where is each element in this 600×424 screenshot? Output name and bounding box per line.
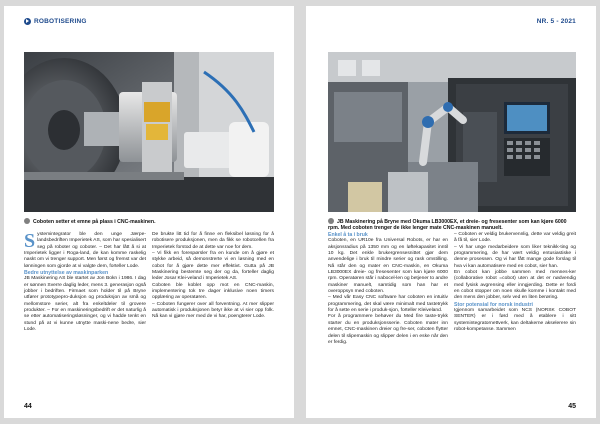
caption-bullet-icon <box>24 218 30 224</box>
paragraph: – Vi fikk en forespørsler fra en kunde om å gjøre et stykke arbeid, så demonstrerte vi en løsning med en cobot for å gjøre dette mer effektivt. Gutta på JB Maskinering bestemte seg der og da, forteller daglig leder Josar Klei-veland i Imperietek AS. <box>152 251 274 282</box>
paragraph: For å programmere behøver du Med fire taste-trykk starter du en produksjonsserie. Coboten mater inn emnet, CNC-maskinen dreier og fre-ser, coboten flytter delen til slipemaskin og slipper delen i en eske når den er ferdig. <box>328 314 448 345</box>
issue-header: NR. 5 - 2021 <box>536 17 576 25</box>
section-header <box>24 16 87 26</box>
right-page <box>306 6 596 418</box>
section-title: ROBOTISERING <box>34 17 87 25</box>
paragraph: ystemintegrator ble den unge Jærpe-landsbedriften Imperietek AS, som har spesialisert seg på roboter og coboter. – Det har lått å si at Imperietek ligger i Roga-land, de kan komme raskelig naskt om vi trenger support. Men først og fremst var det lønningen som gjorde at vi valgte dem, forteller Lode. <box>24 232 146 269</box>
paragraph: En cobot kan jobbe sammen med mennes-ker (collaborative robot =cobot) uten at det er nødvendig med fysisk avgrensing eller inngjerding. Dette er fordi en cobot stopper om noen skulle komme i kontakt med den mens den jobber, selv ved en liten berøring. <box>454 270 576 301</box>
photo-caption <box>24 218 274 225</box>
left-column-1 <box>24 232 146 334</box>
paragraph: Igjennom samarbeidet som NCS (NORSK COBOT SENTER) er i førd med å etablere i sitt systemintegratornettverk, kan deltakerne akselerere sin robot-kompetanse. Sammen <box>454 308 576 333</box>
paragraph: – Coboten er veldig brukervennlig, dette var veldig greit å få til, sier Lode. <box>454 232 576 244</box>
caption-text: Coboten setter et emne på plass i CNC-maskinen. <box>33 219 156 225</box>
subheading: Bedre utnyttelse av maskinparken <box>24 270 109 277</box>
page-number: 44 <box>24 403 32 410</box>
cobot-machine-illustration <box>24 52 274 212</box>
factory-cobot-photo <box>328 52 576 212</box>
section-arrow-icon <box>24 18 31 25</box>
page-number: 45 <box>568 403 576 410</box>
paragraph: – Med vår Easy CNC software har coboten en intuitiv programmering, det skal være minimalt med tastetrykk for å sette en serie i produk-sjon, forteller Kleiveland. <box>328 295 448 314</box>
right-column-2 <box>454 232 576 334</box>
caption-text: JB Maskinering på Bryne med Okuma LB3000EX, et dreie- og fresesenter som kan kjøre 6000 rpm. Med coboten trenger de ikke lenger mate CNC-maskinen manuelt. <box>328 219 567 232</box>
left-column-2 <box>152 232 274 321</box>
right-column-1 <box>328 232 448 346</box>
photo-caption <box>328 218 576 232</box>
factory-illustration <box>328 52 576 212</box>
caption-bullet-icon <box>328 218 334 224</box>
drop-cap: S <box>24 230 36 252</box>
subheading: Stor potensial for norsk industri <box>454 301 533 308</box>
paragraph: JB Maskinering AS ble startet av Jon Bokn i 1986. I dag er sønnen Sverre daglig leder, mens 3. generasjon også jobber i bedriften. Firmaet som holder til på Bryne utfører prototypepro-duksjon og produksjon av små og mellomstore serier, alt fra enkeltdeler til grovere produkter. – For en maskineringsbedrift er det naturlig å se etter automatiseringsløsninger, og vi hadde tenkt en stund på at vi kunne utnytte maski-nene bedre, sier Lode. <box>24 276 146 333</box>
left-page <box>4 6 294 418</box>
paragraph: De brukte litt tid for å finne en fleksibel løsning for å robotisere produksjonen, men da fikk se robotcellen fra Imperietek forstod de at dette var noe for dem. <box>152 232 274 250</box>
paragraph: – Vi har unge medarbeidere som liker teknikk-ting og programmering, de har vært veldig entusiastiske i denne prosessen. Og vi har fått mange gode forslag til hva vi kan automatisere med en cobot, sier han. <box>454 244 576 269</box>
subheading: Enkel å ta i bruk <box>328 232 368 238</box>
paragraph: Coboten, en UR10e fra Universal Robots, er har en aksjonsradius på 1350 mm og en løftekapasitet inntil 10 kg. Det enkle brukergrensesnittet gjør dem anvendelige i bruk til mindre serier og rask omstilling. Nå står den og mater en CNC-maskin, en Okuma LB3000EX dreie- og fresesenter som kan kjøre 6000 rpm. Operatøren står i nabocel-len og betjener to andre maskiner manuelt, samtidig som han har et overoppsyn med coboten. <box>328 238 448 295</box>
cobot-machine-photo <box>24 52 274 212</box>
paragraph: Coboten ble koblet opp mot en CNC-maskin, implementering tok tre dager inklusive noen timers opplæring av operatøren. <box>152 282 274 301</box>
paragraph: – Coboten fungerer over all forventning. At mer slipper automatisk i produksjonen betyr ikke at vi sier opp folk. Nå kan vi gjøre mer med de vi har, poengterer Lode. <box>152 301 274 320</box>
